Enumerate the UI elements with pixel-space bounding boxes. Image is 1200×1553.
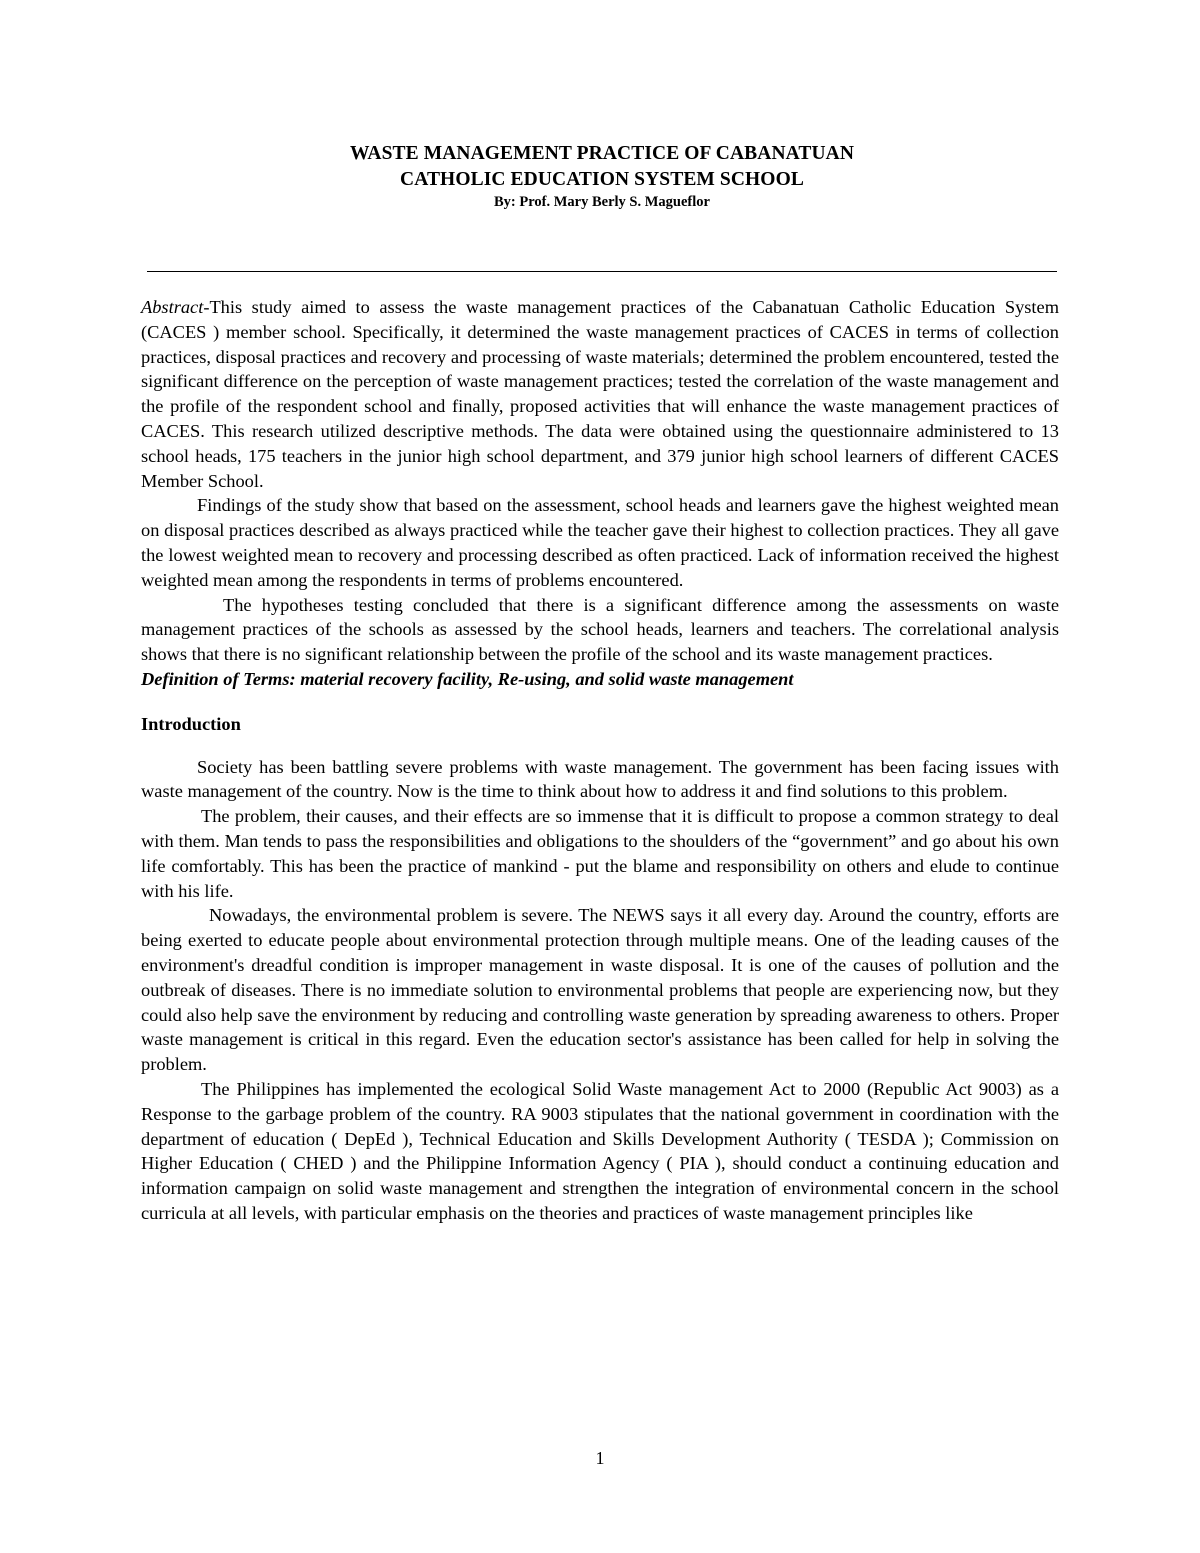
introduction-paragraph-1: Society has been battling severe problems with waste management. The government has been facing issues with waste management of the country. Now is the time to think about how to address it and find solutions to this problem. bbox=[141, 756, 1059, 802]
page-number: 1 bbox=[595, 1448, 605, 1468]
abstract-paragraph-3: The hypotheses testing concluded that there is a significant difference among the assessments on waste management practices of the schools as assessed by the school heads, learners and teachers. The correlational analysis shows that there is no significant relationship between the profile of the school and its waste management practices. bbox=[141, 594, 1059, 665]
body-text bbox=[141, 295, 1059, 1226]
abstract-paragraph-2: Findings of the study show that based on the assessment, school heads and learners gave the highest weighted mean on disposal practices described as always practiced while the teacher gave their highest to collection practices. They all gave the lowest weighted mean to recovery and processing described as often practiced. Lack of information received the highest weighted mean among the respondents in terms of problems encountered. bbox=[141, 495, 1059, 590]
introduction-paragraph-3: Nowadays, the environmental problem is severe. The NEWS says it all every day. Around the country, efforts are being exerted to educate people about environmental protection through multiple means. One of the leading causes of the environment's dreadful condition is improper management in waste disposal. It is one of the causes of pollution and the outbreak of diseases. There is no immediate solution to environmental problems that people are experiencing now, but they could also help save the environment by reducing and controlling waste generation by spreading awareness to others. Proper waste management is critical in this regard. Even the education sector's assistance has been called for help in solving the problem. bbox=[141, 905, 1059, 1075]
introduction-paragraph-4: The Philippines has implemented the ecological Solid Waste management Act to 2000 (Republic Act 9003) as a Response to the garbage problem of the country. RA 9003 stipulates that the national government in coordination with the department of education ( DepEd ), Technical Education and Skills Development Authority ( TESDA ); Commission on Higher Education ( CHED ) and the Philippine Information Agency ( PIA ), should conduct a continuing education and information campaign on solid waste management and strengthen the integration of environmental concern in the school curricula at all levels, with particular emphasis on the theories and practices of waste management principles like bbox=[141, 1078, 1059, 1223]
introduction-paragraph-2: The problem, their causes, and their effects are so immense that it is difficult to propose a common strategy to deal with them. Man tends to pass the responsibilities and obligations to the shoulders of the “government” and go about his own life comfortably. This has been the practice of mankind - put the blame and responsibility on others and elude to continue with his life. bbox=[141, 806, 1059, 901]
title-block bbox=[147, 141, 1057, 212]
abstract-paragraph-1 bbox=[141, 295, 1059, 493]
introduction-heading: Introduction bbox=[141, 713, 241, 734]
title-line-1: WASTE MANAGEMENT PRACTICE OF CABANATUAN bbox=[349, 143, 855, 164]
abstract-text-1: This study aimed to assess the waste management practices of the Cabanatuan Catholic Education System (CACES ) member school. Specifically, it determined the waste management practices of CACES in terms of collection practices, disposal practices and recovery and processing of waste materials; determined the problem encountered, tested the significant difference on the perception of waste management practices; tested the correlation of the waste management and the profile of the respondent school and finally, proposed activities that will enhance the waste management practices of CACES. This research utilized descriptive methods. The data were obtained using the questionnaire administered to 13 school heads, 175 teachers in the junior high school department, and 379 junior high school learners of different CACES Member School. bbox=[141, 297, 1059, 491]
definition-of-terms: Definition of Terms: material recovery facility, Re-using, and solid waste management bbox=[141, 668, 794, 689]
abstract-label: Abstract- bbox=[141, 297, 210, 317]
author-byline: By: Prof. Mary Berly S. Magueflor bbox=[494, 194, 710, 210]
horizontal-rule bbox=[147, 271, 1057, 272]
title-line-2: CATHOLIC EDUCATION SYSTEM SCHOOL bbox=[400, 169, 804, 190]
